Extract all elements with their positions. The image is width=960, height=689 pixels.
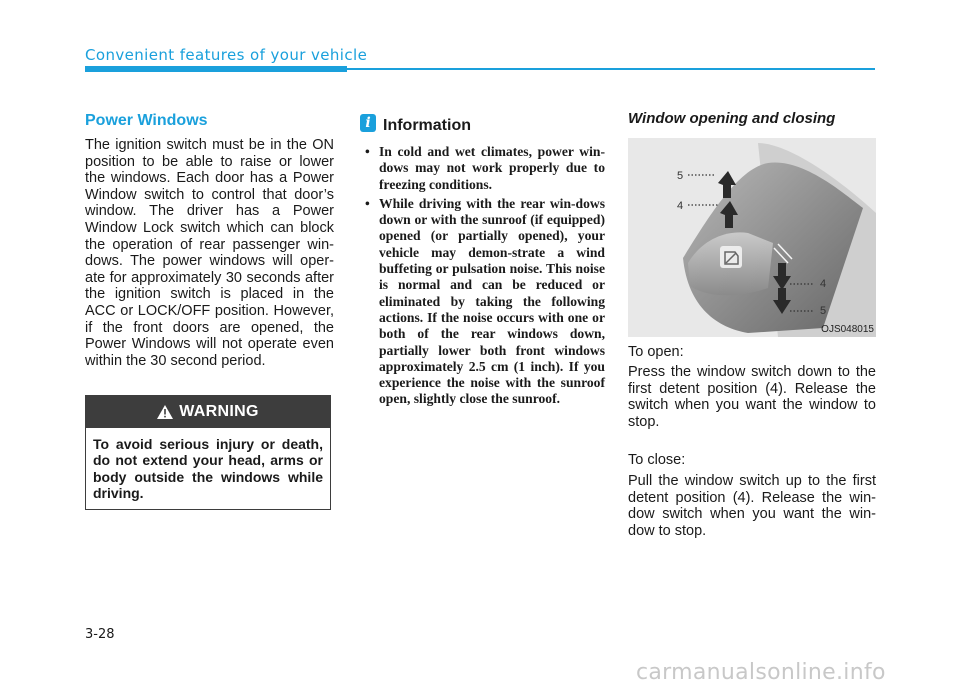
label-5-up: 5	[677, 170, 684, 182]
warning-header	[86, 396, 330, 428]
page-number: 3-28	[85, 627, 115, 642]
window-section-title: Window opening and closing	[628, 110, 836, 127]
chapter-header: Convenient features of your vehicle	[85, 46, 368, 64]
to-open-text: Press the window switch down to the first detent position (4). Release the switch when you want the window to stop.	[628, 364, 876, 430]
list-item	[365, 144, 605, 193]
information-list	[365, 144, 605, 411]
list-item	[365, 196, 605, 408]
figure-code: OJS048015	[821, 324, 874, 335]
bullet: •	[365, 195, 370, 211]
label-4-up: 4	[677, 200, 684, 212]
header-rule-thick	[85, 66, 347, 72]
warning-label: WARNING	[179, 403, 259, 420]
window-switch-illustration	[628, 138, 876, 337]
to-close-text: Pull the window switch up to the first detent position (4). Release the win-dow switch when you want the win-dow to stop.	[628, 473, 876, 539]
to-open-heading: To open:	[628, 344, 684, 360]
window-switch-figure	[628, 138, 876, 337]
to-close-heading: To close:	[628, 452, 686, 468]
label-4-down: 4	[820, 278, 827, 290]
warning-text: To avoid serious injury or death, do not extend your head, arms or body outside the windows while driving.	[93, 436, 323, 502]
power-windows-body: The ignition switch must be in the ON position to be able to raise or lower the windows. Each door has a Power Window switch to control that door’s window. The driver has a Power Window Lock switch which can block the operation of rear passenger win-dows. The power windows will oper-ate for approximately 30 seconds after the ignition switch is placed in the ACC or LOCK/OFF position. However, if the front doors are opened, the Power Windows will not operate even within the 30 second period.	[85, 137, 334, 369]
information-item-text: In cold and wet climates, power win-dows may not work properly due to freezing conditions.	[379, 144, 605, 192]
info-icon: i	[360, 114, 376, 132]
section-title: Power Windows	[85, 112, 208, 129]
information-title: Information	[383, 117, 471, 134]
warning-box	[85, 395, 331, 510]
header-rule-thin	[347, 68, 875, 70]
bullet: •	[365, 144, 370, 159]
label-5-down: 5	[820, 305, 827, 317]
watermark: carmanualsonline.info	[636, 660, 886, 685]
warning-triangle-icon	[157, 405, 173, 419]
information-item-text: While driving with the rear win-dows down or with the sunroof (if equipped) opened (or partially opened), your vehicle may demon-strate a wind buffeting or pulsation noise. This noise is normal and can be reduced or eliminated by taking the following actions. If the noise occurs with one or both of the rear windows down, partially lower both front windows approximately 2.5 cm (1 inch). If you experience the noise with the sunroof open, slightly close the sunroof.	[379, 195, 605, 407]
